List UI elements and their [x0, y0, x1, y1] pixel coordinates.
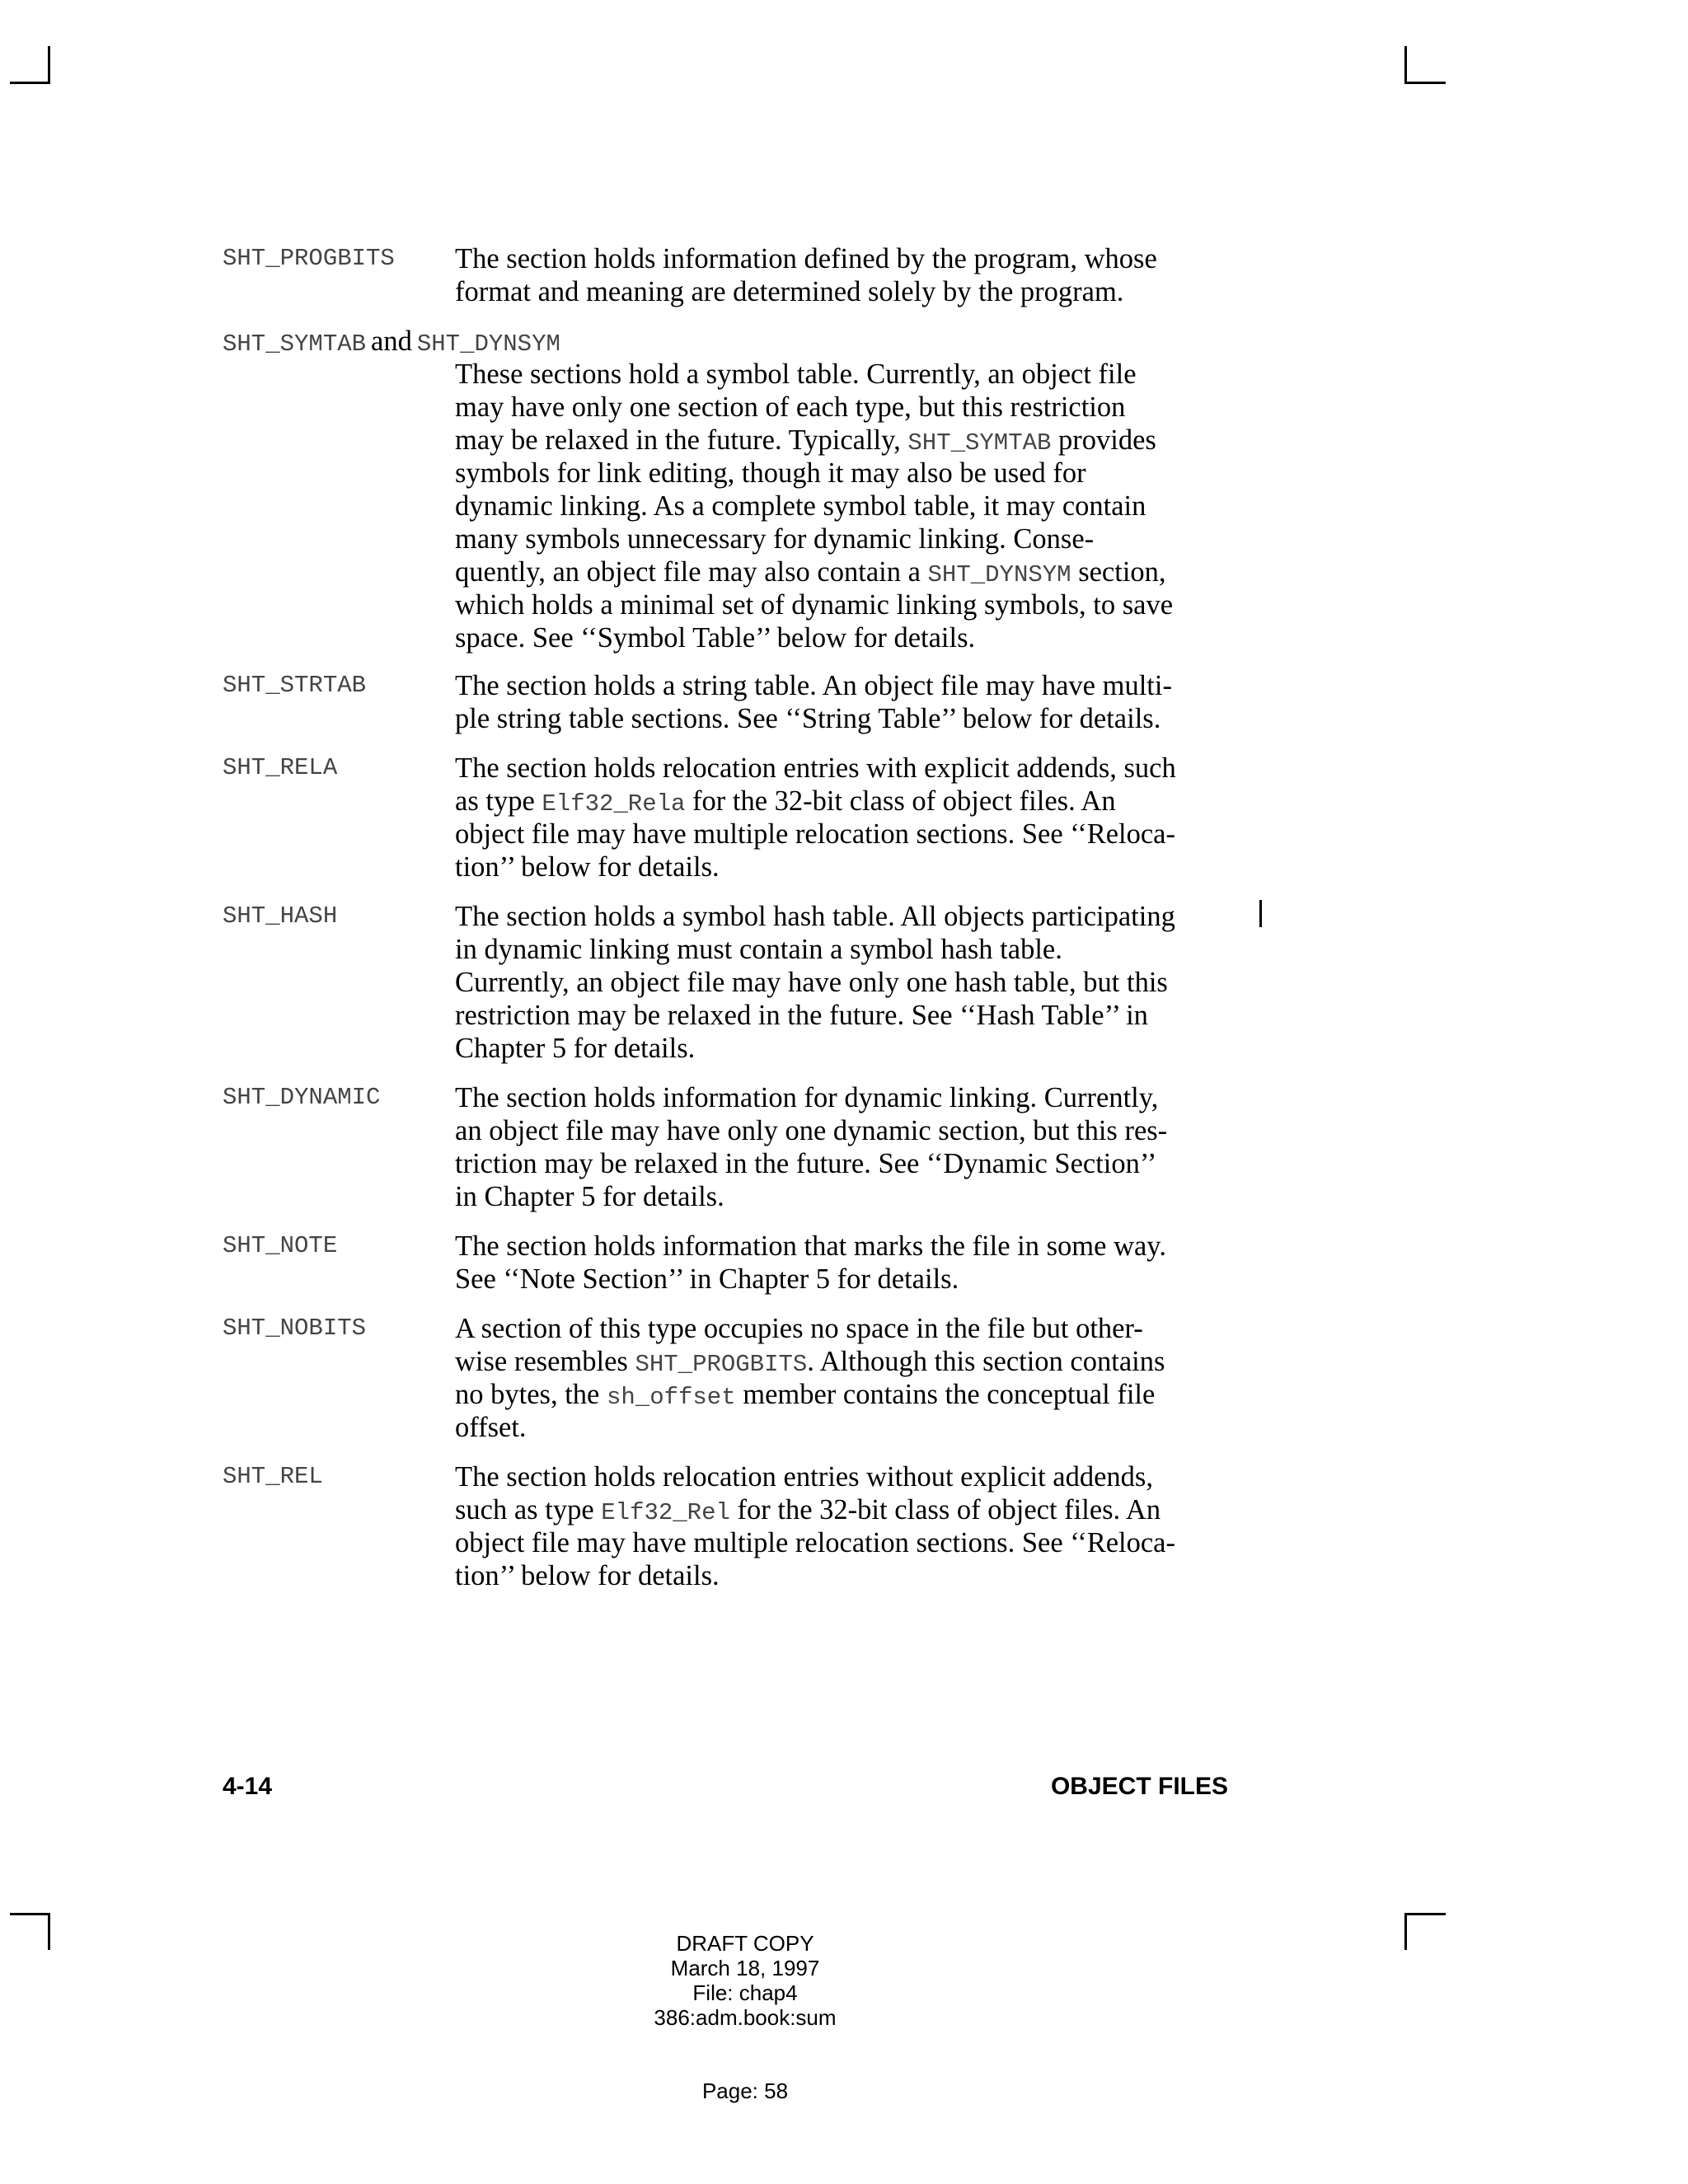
- section-type-description: The section holds information for dynamic linking. Currently, an object file may have only one dynamic section, but this res- triction may be relaxed in the future. See ‘‘Dynamic Section’’ in Chapter 5 for details.: [455, 1082, 1168, 1212]
- section-type-name: SHT_PROGBITS: [223, 245, 395, 272]
- section-type-name: SHT_RELA: [223, 754, 338, 781]
- section-type-name: SHT_NOTE: [223, 1232, 338, 1259]
- section-type-description: A section of this type occupies no space in the file but other- wise resembles SHT_PROGBITS. Although this section contains no bytes, the sh_offset member contains the conceptual file offset.: [455, 1313, 1165, 1443]
- page-number-label: 4-14: [223, 1773, 273, 1800]
- section-type-description: The section holds a string table. An object file may have multi- ple string table sections. See ‘‘String Table’’ below for details.: [455, 670, 1172, 734]
- section-type-name: SHT_REL: [223, 1463, 323, 1490]
- crop-mark-bottom-left: [10, 1913, 50, 1915]
- crop-mark-bottom-left: [48, 1913, 50, 1950]
- change-bar: [1259, 900, 1262, 927]
- section-type-name: SHT_DYNAMIC: [223, 1084, 381, 1111]
- crop-mark-bottom-right: [1404, 1913, 1446, 1915]
- section-type-description: The section holds relocation entries without explicit addends, such as type Elf32_Rel for the 32-bit class of object files. An object file may have multiple relocation sections. See ‘‘Reloca- tion’’ below for details.: [455, 1461, 1175, 1591]
- crop-mark-top-left: [10, 82, 50, 84]
- draft-stamp: DRAFT COPY March 18, 1997 File: chap4 386:adm.book:sum: [654, 1931, 837, 2030]
- crop-mark-top-right: [1404, 82, 1446, 84]
- section-type-description: These sections hold a symbol table. Currently, an object file may have only one section of each type, but this restriction may be relaxed in the future. Typically, SHT_SYMTAB provides symbols for link editing, though it may also be used for dynamic linking. As a complete symbol table, it may contain many symbols unnecessary for dynamic linking. Conse- quently, an object file may also contain a SHT_DYNSYM section, which holds a minimal set of dynamic linking symbols, to save space. See ‘‘Symbol Table’’ below for details.: [455, 359, 1174, 654]
- section-type-description: The section holds a symbol hash table. All objects participating in dynamic linking must contain a symbol hash table. Currently, an object file may have only one hash table, but this restriction may be relaxed in the future. See ‘‘Hash Table’’ in Chapter 5 for details.: [455, 901, 1175, 1064]
- section-type-name: SHT_NOBITS: [223, 1315, 367, 1342]
- section-type-description: The section holds relocation entries with explicit addends, such as type Elf32_Rela for the 32-bit class of object files. An object file may have multiple relocation sections. See ‘‘Reloca- tion’’ below for details.: [455, 752, 1176, 883]
- section-type-name: SHT_SYMTAB and SHT_DYNSYM: [223, 326, 560, 358]
- section-type-description: The section holds information that marks the file in some way. See ‘‘Note Section’’ in Chapter 5 for details.: [455, 1230, 1166, 1295]
- chapter-title: OBJECT FILES: [1050, 1773, 1228, 1800]
- crop-mark-top-left: [48, 46, 50, 83]
- section-type-name: SHT_STRTAB: [223, 672, 367, 699]
- section-type-description: The section holds information defined by the program, whose format and meaning are determined solely by the program.: [455, 243, 1157, 307]
- draft-page-number: Page: 58: [701, 2079, 789, 2103]
- crop-mark-bottom-right: [1404, 1913, 1407, 1950]
- crop-mark-top-right: [1404, 46, 1407, 83]
- section-type-name: SHT_HASH: [223, 902, 338, 930]
